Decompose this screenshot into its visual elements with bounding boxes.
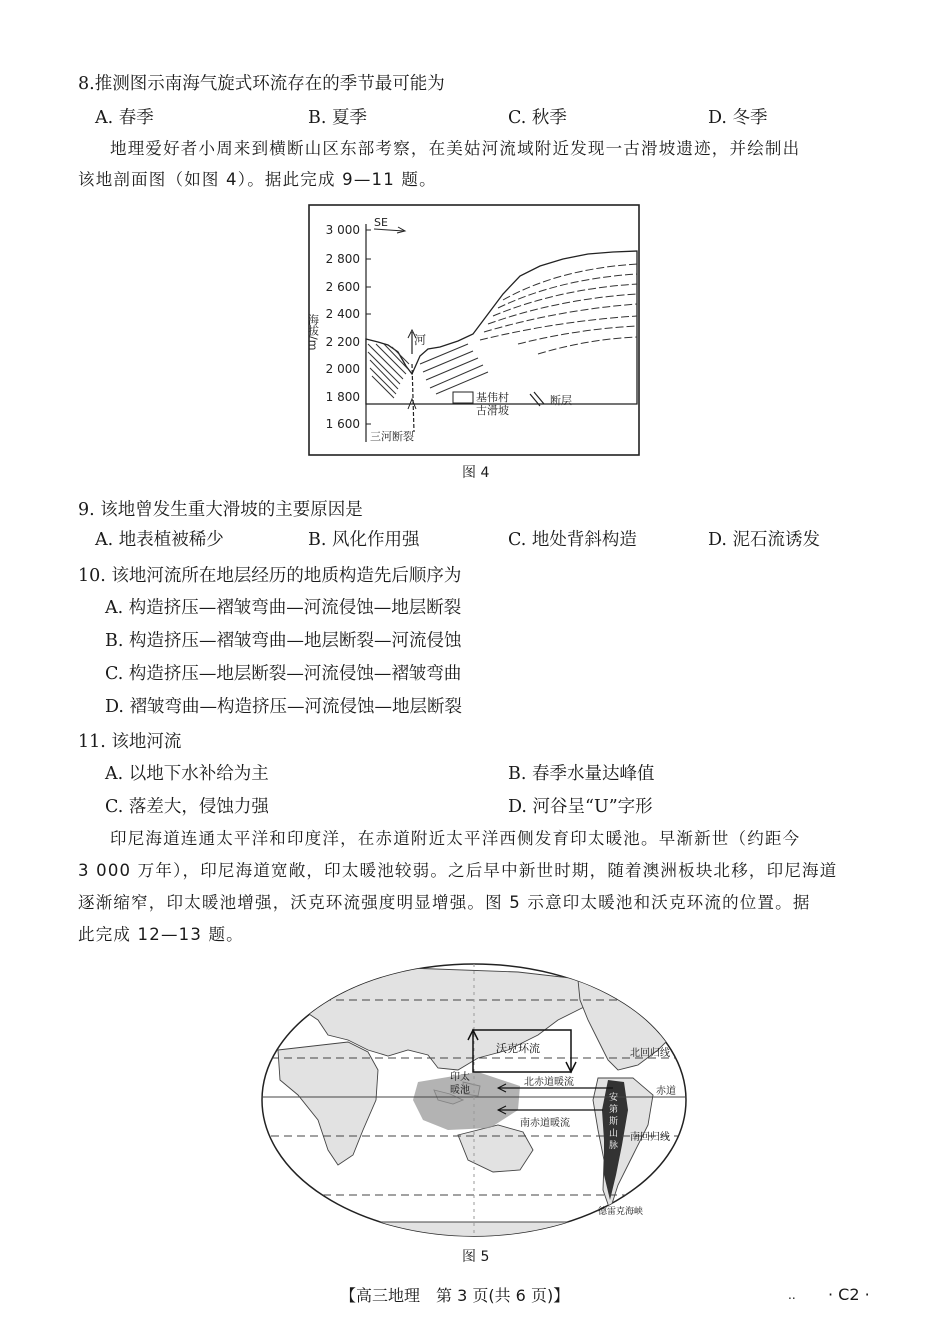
fig4-profile-diagram bbox=[308, 204, 640, 456]
fig5-equator-label: 赤道 bbox=[656, 1086, 676, 1097]
q8-option-c: C. 秋季 bbox=[508, 108, 567, 128]
fig4-tick-2800: 2 800 bbox=[325, 252, 360, 266]
intro2-line2: 3 000 万年），印尼海道宽敞，印太暖池较弱。之后早中新世时期，随着澳洲板块北移，印尼海道 bbox=[78, 861, 838, 880]
fig4-tick-2600: 2 600 bbox=[325, 280, 360, 294]
q9-option-a: A. 地表植被稀少 bbox=[95, 530, 224, 550]
svg-text:斯: 斯 bbox=[609, 1117, 619, 1127]
q9-option-b: B. 风化作用强 bbox=[308, 530, 420, 550]
q10-stem: 10. 该地河流所在地层经历的地质构造先后顺序为 bbox=[78, 566, 462, 586]
q10-option-b: B. 构造挤压—褶皱弯曲—地层断裂—河流侵蚀 bbox=[105, 631, 462, 651]
intro2-line1: 印尼海道连通太平洋和印度洋，在赤道附近太平洋西侧发育印太暖池。早渐新世（约距今 bbox=[110, 829, 801, 848]
q10-option-a: A. 构造挤压—褶皱弯曲—河流侵蚀—地层断裂 bbox=[105, 598, 462, 618]
intro2-line3: 逐渐缩窄，印太暖池增强，沃克环流强度明显增强。图 5 示意印太暖池和沃克环流的位置。据 bbox=[78, 893, 811, 912]
q9-stem: 9. 该地曾发生重大滑坡的主要原因是 bbox=[78, 500, 363, 520]
q10-option-c: C. 构造挤压—地层断裂—河流侵蚀—褶皱弯曲 bbox=[105, 664, 462, 684]
intro1-line1: 地理爱好者小周来到横断山区东部考察，在美姑河流域附近发现一古滑坡遗迹，并绘制出 bbox=[110, 139, 801, 158]
fig4-caption: 图 4 bbox=[462, 465, 490, 481]
fig4-legend-fault: 断层 bbox=[550, 394, 572, 407]
fig5-caption: 图 5 bbox=[462, 1249, 490, 1265]
fig4-tick-2200: 2 200 bbox=[325, 335, 360, 349]
footer-code: · C2 · bbox=[828, 1285, 870, 1304]
fig5-warm-pool-label-1: 印太 bbox=[450, 1072, 470, 1083]
svg-text:第: 第 bbox=[609, 1105, 619, 1115]
q11-option-c: C. 落差大，侵蚀力强 bbox=[105, 797, 269, 817]
fig5-warm-pool-label-2: 暖池 bbox=[450, 1085, 470, 1096]
fig5-s-eq-label: 南赤道暖流 bbox=[520, 1118, 570, 1129]
fig4-tick-2000: 2 000 bbox=[325, 362, 360, 376]
q8-option-a: A. 春季 bbox=[95, 108, 154, 128]
intro1-line2: 该地剖面图（如图 4）。据此完成 9—11 题。 bbox=[78, 170, 437, 189]
q9-option-d: D. 泥石流诱发 bbox=[708, 530, 821, 550]
intro2-line4: 此完成 12—13 题。 bbox=[78, 925, 244, 944]
fig5-world-map bbox=[258, 960, 690, 1240]
q10-option-d: D. 褶皱弯曲—构造挤压—河流侵蚀—地层断裂 bbox=[105, 697, 463, 717]
fig5-andes-label bbox=[609, 1091, 618, 1151]
q11-option-d: D. 河谷呈“U”字形 bbox=[508, 797, 653, 817]
q11-stem: 11. 该地河流 bbox=[78, 732, 182, 752]
fig4-tick-1600: 1 600 bbox=[325, 417, 360, 431]
fig4-legend-landslide-1: 基伟村 bbox=[476, 391, 509, 404]
fig4-direction: SE bbox=[374, 216, 388, 229]
fig4-tick-1800: 1 800 bbox=[325, 390, 360, 404]
fig4-legend-landslide-2: 古滑坡 bbox=[476, 404, 509, 417]
fig4-fault-name: 三河断裂 bbox=[370, 430, 414, 443]
fig4-tick-3000: 3 000 bbox=[325, 223, 360, 237]
fig5-tropic-s-label: 南回归线 bbox=[630, 1132, 670, 1143]
fig5-tropic-n-label: 北回归线 bbox=[630, 1048, 670, 1059]
fig4-river-label: 河 bbox=[414, 333, 427, 347]
svg-text:山: 山 bbox=[609, 1129, 619, 1139]
fig5-n-eq-label: 北赤道暖流 bbox=[524, 1077, 574, 1088]
fig4-tick-2400: 2 400 bbox=[325, 307, 360, 321]
q11-option-a: A. 以地下水补给为主 bbox=[105, 764, 269, 784]
q9-option-c: C. 地处背斜构造 bbox=[508, 530, 637, 550]
footer-dots: .. bbox=[788, 1288, 796, 1302]
q8-option-b: B. 夏季 bbox=[308, 108, 367, 128]
fig5-drake-label: 德雷克海峡 bbox=[598, 1207, 644, 1217]
q11-option-b: B. 春季水量达峰值 bbox=[508, 764, 655, 784]
fig4-legend-swatch bbox=[453, 392, 473, 403]
svg-text:脉: 脉 bbox=[609, 1141, 619, 1151]
fig5-walker-label: 沃克环流 bbox=[496, 1042, 540, 1055]
q8-option-d: D. 冬季 bbox=[708, 108, 768, 128]
q8-stem: 8.推测图示南海气旋式环流存在的季节最可能为 bbox=[78, 74, 445, 94]
svg-text:安: 安 bbox=[609, 1093, 619, 1103]
footer-page-label: 【高三地理 第 3 页(共 6 页)】 bbox=[340, 1286, 570, 1305]
fig4-y-label: 海拔/m bbox=[306, 314, 320, 351]
